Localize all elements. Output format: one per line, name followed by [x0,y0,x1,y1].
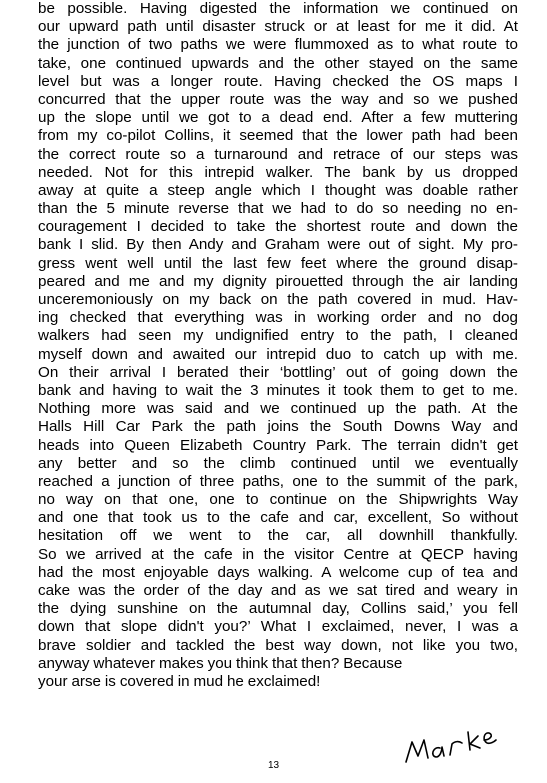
text-line: than the 5 minute reverse that we had to do so needing no en- [38,200,518,218]
text-line: heads into Queen Elizabeth Country Park. The terrain didn't get [38,436,518,454]
text-line: take, one continued upwards and the other stayed on the same [38,54,518,72]
page-number: 13 [267,760,280,771]
body-text [38,0,518,691]
text-line: anyway whatever makes you think that then? Because [38,654,403,672]
text-line: peared and me and my dignity pirouetted through the air landing [38,272,518,290]
text-line: brave soldier and tackled the best way down, not like you two, [38,636,518,654]
text-line: from my co-pilot Collins, it seemed that the lower path had been [38,127,518,145]
text-line: no way on that one, one to continue on the Shipwrights Way [38,491,518,509]
text-line: bank I slid. By then Andy and Graham were out of sight. My pro- [38,236,518,254]
text-line: Nothing more was said and we continued up the path. At the [38,400,518,418]
text-line: needed. Not for this intrepid walker. The bank by us dropped [38,163,518,181]
text-line: So we arrived at the cafe in the visitor Centre at QECP having [38,545,518,563]
text-line: unceremoniously on my back on the path covered in mud. Hav- [38,291,518,308]
text-line: the correct route so a turnaround and retrace of our steps was [38,145,518,163]
text-line: Halls Hill Car Park the path joins the South Downs Way and [38,418,518,436]
text-line: away at quite a steep angle which I thought was doable rather [38,181,518,199]
text-line: cake was the order of the day and as we sat tired and weary in [38,582,518,599]
text-line: be possible. Having digested the information we continued on [38,0,518,17]
text-line: our upward path until disaster struck or at least for me it did. At [38,18,518,36]
text-line: any better and so the climb continued until we eventually [38,454,518,472]
text-line: hesitation off we went to the car, all downhill thankfully. [38,527,518,545]
text-line: the junction of two paths we were flummoxed as to what route to [38,36,518,54]
text-line: the dying sunshine on the autumnal day, Collins said,’ you fell [38,600,518,618]
text-line: had the most enjoyable days walking. A welcome cup of tea and [38,563,518,581]
text-line: and one that took us to the cafe and car, excellent, So without [38,509,518,527]
text-line: concurred that the upper route was the way and so we pushed [38,90,518,108]
text-line: couragement I decided to take the shortest route and down the [38,218,518,236]
text-line: your arse is covered in mud he exclaimed! [38,672,321,690]
text-line: gress went well until the last few feet where the ground disap- [38,254,518,272]
text-line: reached a junction of three paths, one to the summit of the park, [38,472,518,490]
text-line: up the slope until we got to a dead end. After a few muttering [38,109,518,127]
text-line: On their arrival I berated their ‘bottling’ out of going down the [38,363,518,381]
text-line: down that slope didn't you?’ What I exclaimed, never, I was a [38,618,518,636]
text-line: myself down and awaited our intrepid duo to catch up with me. [38,345,518,363]
text-line: bank and having to wait the 3 minutes it took them to get to me. [38,381,518,399]
text-line: level but was a longer route. Having checked the OS maps I [38,72,518,90]
text-line: walkers had seen my undignified entry to the path, I cleaned [38,327,518,345]
text-line: ing checked that everything was in working order and no dog [38,309,518,327]
